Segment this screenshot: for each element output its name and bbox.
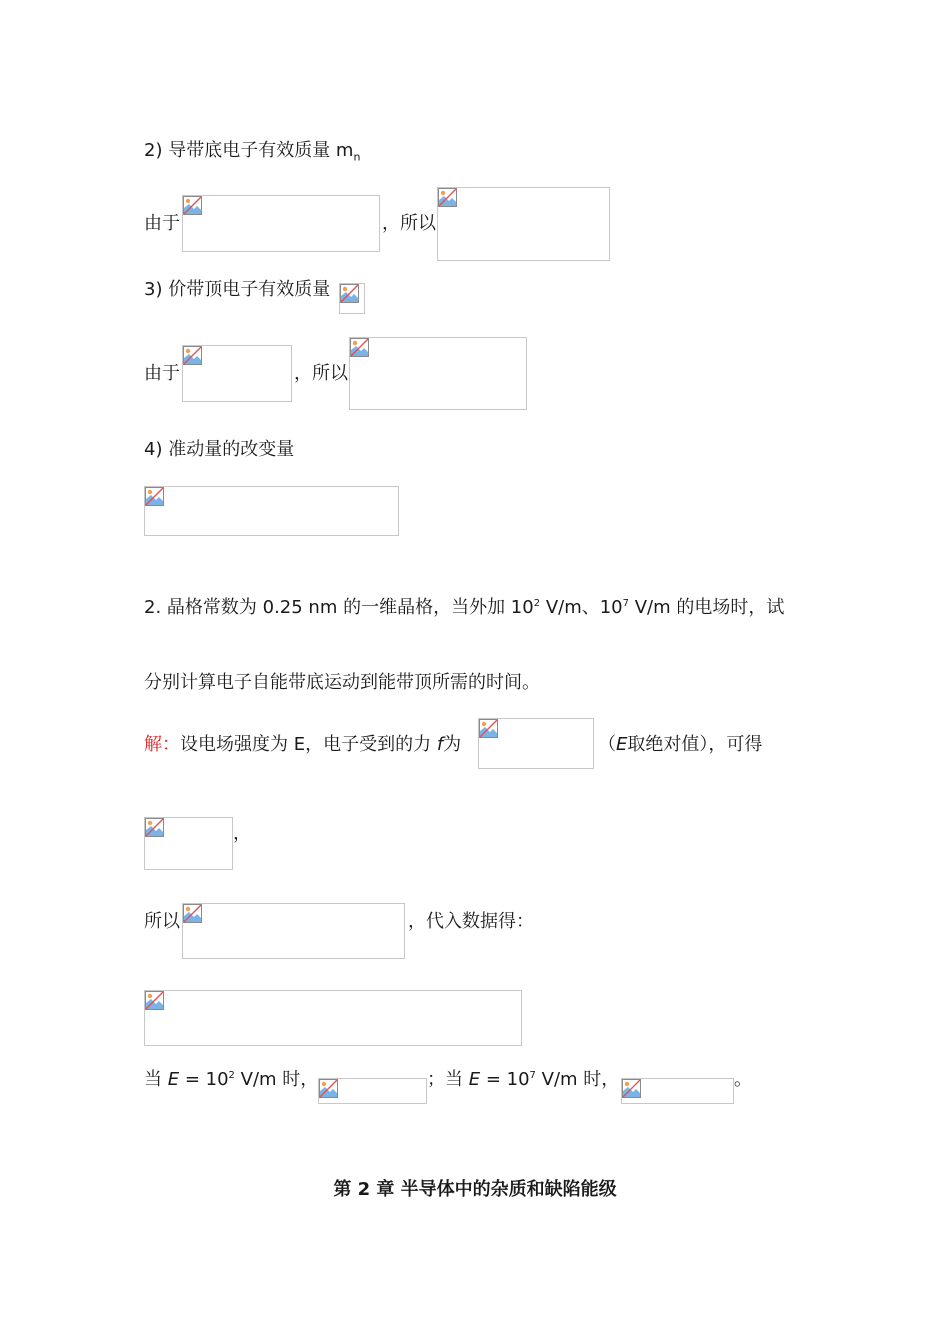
period: 。 bbox=[734, 1069, 752, 1090]
broken-image-icon bbox=[145, 818, 164, 837]
question-2-line-2: 分别计算电子自能带底运动到能带顶所需的时间。 bbox=[144, 672, 540, 693]
formula-image bbox=[182, 903, 405, 959]
formula-image bbox=[182, 195, 380, 252]
broken-image-icon bbox=[622, 1079, 641, 1098]
broken-image-icon bbox=[319, 1079, 338, 1098]
broken-image-icon bbox=[183, 196, 202, 215]
section-2-title: 2) 导带底电子有效质量 $m_n$ bbox=[144, 140, 361, 164]
broken-image-icon bbox=[479, 719, 498, 738]
broken-image-icon bbox=[438, 188, 457, 207]
solution-note: （E取绝对值），可得 bbox=[598, 734, 763, 755]
section-3-title: 3) 价带顶电子有效质量 bbox=[144, 279, 331, 300]
broken-image-icon bbox=[145, 487, 164, 506]
formula-image bbox=[621, 1078, 734, 1104]
so-label-3: ，所以 bbox=[294, 363, 348, 384]
formula-image bbox=[182, 345, 292, 402]
section-4-title: 4) 准动量的改变量 bbox=[144, 439, 295, 460]
so-prefix: 所以 bbox=[144, 911, 180, 932]
broken-image-icon bbox=[340, 284, 359, 303]
formula-image bbox=[349, 337, 527, 410]
formula-image bbox=[318, 1078, 427, 1104]
formula-image bbox=[144, 486, 399, 536]
broken-image-icon bbox=[350, 338, 369, 357]
formula-image bbox=[339, 283, 365, 314]
so-suffix: ，代入数据得： bbox=[408, 911, 534, 932]
comma: ， bbox=[233, 823, 251, 844]
solution-label: 解： bbox=[144, 734, 180, 755]
when-e1: 当 $E = 10^2$ V/m 时， bbox=[144, 1069, 319, 1090]
formula-image bbox=[144, 817, 233, 870]
question-2-line-1: 2. 晶格常数为 0.25 nm 的一维晶格，当外加 $10^2$ V/m、$10^7$ V/m 的电场时，试 bbox=[144, 597, 785, 618]
formula-image bbox=[478, 718, 594, 769]
broken-image-icon bbox=[145, 991, 164, 1010]
formula-image bbox=[144, 990, 522, 1046]
broken-image-icon bbox=[183, 904, 202, 923]
since-label-3: 由于 bbox=[144, 363, 180, 384]
so-label-2: ，所以 bbox=[382, 213, 436, 234]
solution-line-1: 解：设电场强度为 E，电子受到的力 f为 bbox=[144, 734, 462, 755]
chapter-title: 第 2 章 半导体中的杂质和缺陷能级 bbox=[333, 1179, 617, 1200]
since-label-2: 由于 bbox=[144, 213, 180, 234]
when-e2: ；当 $E = 10^7$ V/m 时， bbox=[427, 1069, 620, 1090]
broken-image-icon bbox=[183, 346, 202, 365]
formula-image bbox=[437, 187, 610, 261]
